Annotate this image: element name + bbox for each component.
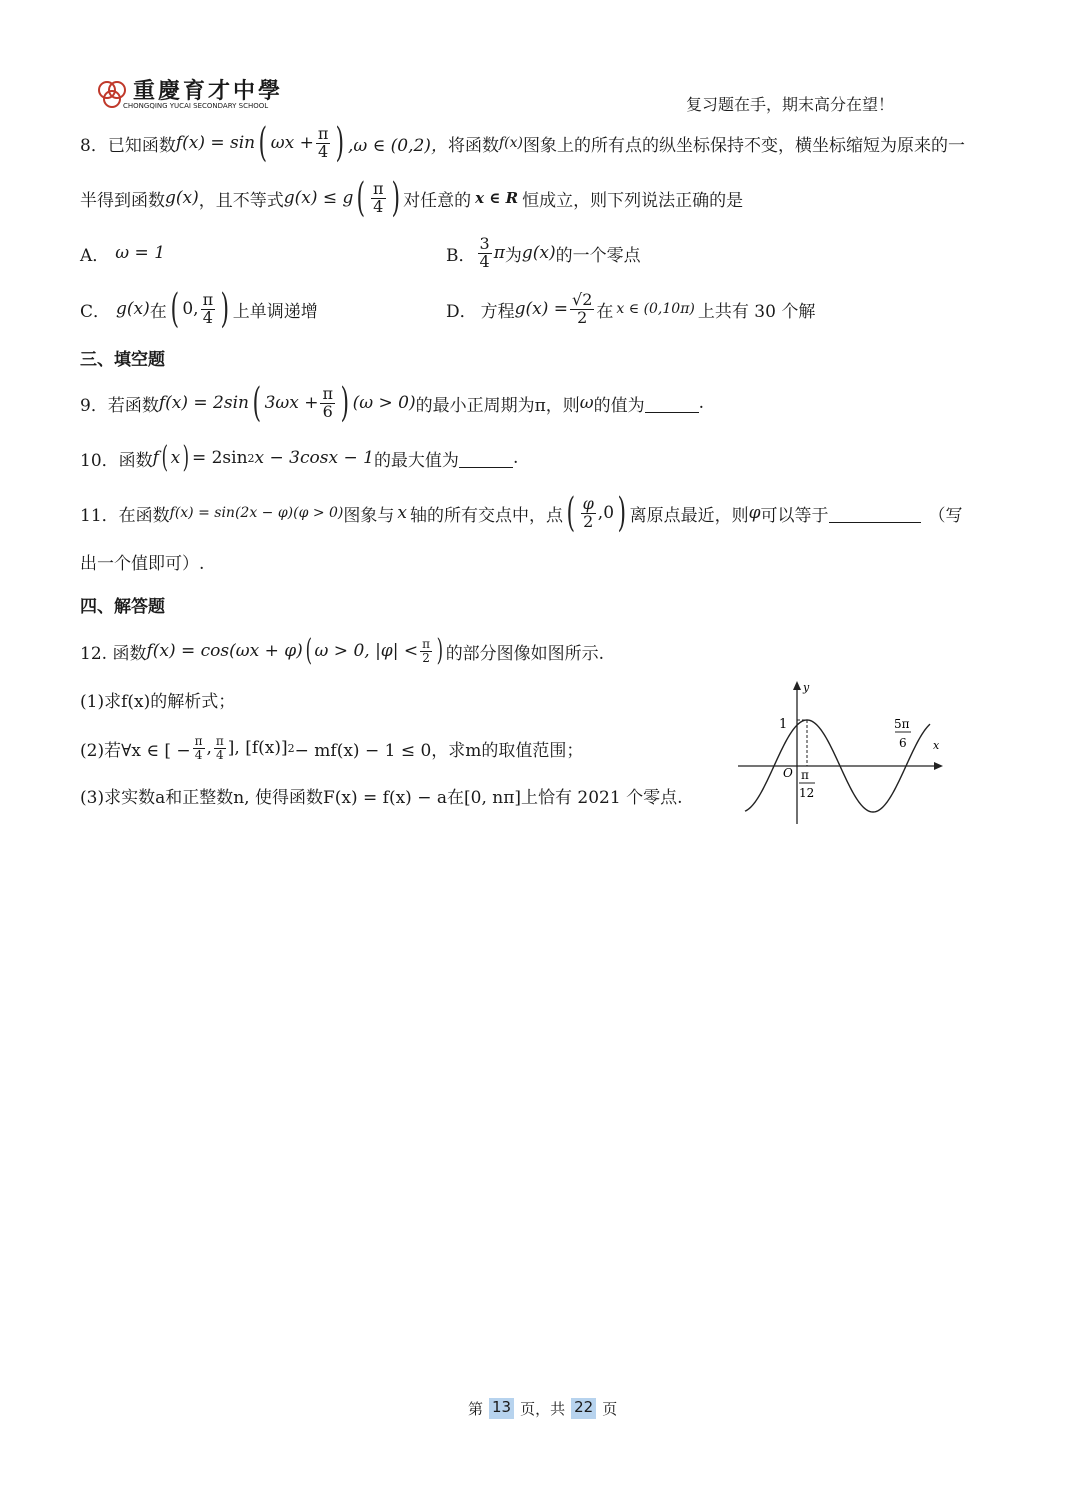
q12-part2-comma: , xyxy=(206,738,212,758)
q10-x: x xyxy=(170,448,181,468)
q12-part1 xyxy=(80,686,235,712)
q8-frac-den: 4 xyxy=(318,141,329,161)
q8-xr: x ∈ R xyxy=(475,189,519,207)
q8-opt-a-text: ω = 1 xyxy=(115,243,166,263)
q8-option-b xyxy=(446,228,641,278)
graph-y-arrow xyxy=(793,681,801,690)
header-slogan: 复习题在手，期末高分在望！ xyxy=(686,95,895,114)
q12-part2-frac1 xyxy=(193,735,205,761)
q8-opt-d-in: 在 xyxy=(596,301,614,322)
cosine-graph xyxy=(735,676,950,828)
q11-frac-den: 2 xyxy=(583,511,594,531)
q8-opt-b-gx: g(x) xyxy=(521,243,556,263)
q8-opt-d-frac xyxy=(570,289,594,327)
q11-frac-num: φ xyxy=(582,493,594,513)
q9-answer-blank[interactable] xyxy=(645,394,699,413)
footer-ye-gong: 页，共 xyxy=(520,1400,566,1418)
q10-expr-a: = 2sin xyxy=(191,448,248,468)
q12-part2-frac1-num: π xyxy=(194,733,203,748)
q9-end: . xyxy=(698,393,705,413)
q12-part2-sq: 2 xyxy=(287,741,295,755)
q8-omega-range: ,ω ∈ (0,2)， xyxy=(347,135,448,156)
q9-text: 的最小正周期为π，则 xyxy=(415,395,580,416)
section-heading-answer: 四、解答题 xyxy=(80,597,165,617)
q11-text1: 图象与 xyxy=(343,505,395,526)
q10-lparen: ( xyxy=(161,440,169,475)
q12-frac-den: 2 xyxy=(422,650,430,665)
q12-frac-num: π xyxy=(422,636,430,651)
q8-ineq-frac-num: π xyxy=(373,178,384,198)
q9-number: 9．若函数 xyxy=(80,395,159,416)
q12-part2-frac2-den: 4 xyxy=(216,747,224,762)
q9-omega: ω xyxy=(579,393,594,413)
q8-frac-num: π xyxy=(317,123,329,143)
school-name-cn: 重慶育才中學 xyxy=(133,78,284,104)
q8-opt-d-eq: g(x) = xyxy=(514,299,569,319)
q11-line1 xyxy=(80,488,963,538)
q8-gx: g(x) xyxy=(165,188,199,208)
q11-frac xyxy=(581,493,596,531)
q12-number: 12. 函数 xyxy=(80,643,147,664)
q12-part1-text: (1)求f(x)的解析式； xyxy=(80,691,236,712)
q8-ineq-lparen: ( xyxy=(356,175,366,221)
q9-f-def: f(x) = 2sin xyxy=(158,393,249,413)
q8-opt-d-den: 2 xyxy=(577,307,588,327)
q8-option-d xyxy=(446,284,815,334)
page-footer xyxy=(468,1398,617,1419)
q8-opt-c-lparen: ( xyxy=(170,286,179,332)
q10-answer-blank[interactable] xyxy=(459,449,513,468)
q12-part3-text: (3)求实数a和正整数n, 使得函数F(x) = f(x) − a在[0, nπ]上恰有 2021 个零点. xyxy=(80,787,683,808)
q9-cond: (ω > 0) xyxy=(352,393,416,413)
q11-text2: 轴的所有交点中，点 xyxy=(409,505,563,526)
q8-opt-d-text: 方程 xyxy=(480,301,515,322)
section-heading-fill-blank: 三、填空题 xyxy=(80,350,165,370)
q11-x: x xyxy=(397,503,407,523)
q8-opt-b-tail: 的一个零点 xyxy=(555,245,641,266)
q8-opt-b-pi: π xyxy=(493,243,505,263)
q9-rparen: ) xyxy=(340,380,350,426)
graph-one-label: 1 xyxy=(779,717,788,732)
footer-ye: 页 xyxy=(602,1400,618,1418)
q8-line1 xyxy=(80,118,965,168)
q12-part2-a: (2)若∀x ∈ [ − xyxy=(80,740,191,761)
q12-line xyxy=(80,628,604,674)
q8-opt-c-in: 在 xyxy=(149,301,167,322)
q8-opt-c-rparen: ) xyxy=(220,286,230,332)
q12-f-def: f(x) = cos(ωx + φ) xyxy=(146,641,303,661)
q12-part2-frac1-den: 4 xyxy=(194,747,203,762)
q11-answer-blank[interactable] xyxy=(829,504,921,523)
q8-ineq-frac-den: 4 xyxy=(373,196,384,216)
q8-opt-b-text: 为 xyxy=(504,245,522,266)
school-logo xyxy=(95,74,284,114)
q8-line2-c: 对任意的 xyxy=(403,190,472,211)
q8-option-a xyxy=(80,232,165,274)
q11-line2-text: 出一个值即可）. xyxy=(80,553,205,574)
footer-di: 第 xyxy=(468,1400,484,1418)
q8-opt-c-gx: g(x) xyxy=(116,299,150,319)
q11-text3: 离原点最近，则 xyxy=(629,505,749,526)
q10-tail: 的最大值为 xyxy=(373,450,459,471)
school-name-en: CHONGQING YUCAI SECONDARY SCHOOL xyxy=(123,102,269,110)
footer-total-pages: 22 xyxy=(571,1398,596,1419)
q11-note-a: （写 xyxy=(928,505,963,526)
graph-pi-label: π xyxy=(801,768,809,782)
graph-twelve-label: 12 xyxy=(799,786,815,800)
q12-part2-frac2 xyxy=(214,735,226,761)
graph-y-label: y xyxy=(803,681,810,694)
q8-opt-c-num: π xyxy=(202,289,214,309)
q12-rparen: ) xyxy=(436,633,444,668)
q10-end: . xyxy=(512,448,519,468)
q8-line2-a: 半得到函数 xyxy=(80,190,165,211)
q12-frac xyxy=(420,638,432,664)
q12-tail: 的部分图像如图所示. xyxy=(445,643,605,664)
q8-opt-b-den: 4 xyxy=(479,251,490,271)
q9-line xyxy=(80,378,704,428)
q8-line2-b: ，且不等式 xyxy=(198,190,284,211)
q10-number: 10．函数 xyxy=(80,450,153,471)
q8-option-c xyxy=(80,284,318,334)
q12-part2-c: − mf(x) − 1 ≤ 0，求m的取值范围； xyxy=(294,740,584,761)
q10-expr-b: x − 3cosx − 1 xyxy=(254,448,374,468)
q9-frac xyxy=(320,383,335,421)
q8-opt-b-label: B． xyxy=(446,245,476,266)
q9-frac-num: π xyxy=(322,383,333,403)
q8-line2 xyxy=(80,173,743,223)
q11-number: 11．在函数 xyxy=(80,505,170,526)
q8-opt-c-den: 4 xyxy=(202,307,213,327)
q8-opt-d-range: x ∈ (0,10π) xyxy=(616,301,695,317)
q11-f-def: f(x) = sin(2x − φ)(φ > 0) xyxy=(169,505,344,521)
q8-rparen: ) xyxy=(335,120,345,166)
q8-opt-c-zero: 0, xyxy=(182,299,199,319)
q8-opt-b-frac xyxy=(478,233,492,271)
q12-cond: ω > 0, |φ| < xyxy=(314,641,419,661)
q8-opt-d-label: D． xyxy=(446,301,477,322)
q8-fx: f(x) xyxy=(498,135,523,151)
graph-five-pi-label: 5π xyxy=(894,717,910,731)
graph-origin-label: O xyxy=(783,766,793,780)
graph-x-label: x xyxy=(933,739,940,752)
q12-part2-frac2-num: π xyxy=(215,733,224,748)
q8-lparen: ( xyxy=(258,120,268,166)
q8-opt-b-num: 3 xyxy=(479,233,490,253)
q8-text2: 图象上的所有点的纵坐标保持不变，横坐标缩短为原来的一 xyxy=(522,135,965,156)
q8-opt-d-tail: 上共有 30 个解 xyxy=(697,301,816,322)
q8-line2-d: 恒成立，则下列说法正确的是 xyxy=(522,190,744,211)
q10-f: f xyxy=(152,448,159,468)
q8-frac-pi4 xyxy=(316,123,331,161)
q12-lparen: ( xyxy=(305,633,312,668)
q11-phi2: φ xyxy=(748,503,761,523)
q11-text4: 可以等于 xyxy=(760,505,829,526)
q12-part2-b: ], [f(x)] xyxy=(227,738,288,758)
q10-sq: 2 xyxy=(247,451,255,465)
q8-ineq-frac xyxy=(371,178,386,216)
q9-lparen: ( xyxy=(252,380,262,426)
q8-opt-c-tail: 上单调递增 xyxy=(232,301,318,322)
q9-arg: 3ωx + xyxy=(264,393,319,413)
q8-number: 8．已知函数 xyxy=(80,135,176,156)
q10-rparen: ) xyxy=(182,440,190,475)
q8-opt-c-label: C． xyxy=(80,301,111,322)
q9-frac-den: 6 xyxy=(322,401,333,421)
q11-rparen: ) xyxy=(617,490,627,536)
q8-f-def: f(x) = sin xyxy=(175,133,256,153)
footer-page-number: 13 xyxy=(489,1398,514,1419)
q10-line xyxy=(80,440,518,476)
q11-zero: ,0 xyxy=(597,503,615,523)
graph-x-arrow xyxy=(934,762,943,770)
q12-part3 xyxy=(80,782,683,808)
q9-tail: 的值为 xyxy=(593,395,645,416)
graph-six-label: 6 xyxy=(899,736,907,750)
q8-opt-d-num: √2 xyxy=(572,289,593,309)
q11-line2 xyxy=(80,548,204,574)
q8-ineq-rparen: ) xyxy=(391,175,400,221)
q8-opt-c-frac xyxy=(201,289,216,327)
q8-ineq: g(x) ≤ g xyxy=(283,188,354,208)
q8-text1: 将函数 xyxy=(447,135,499,156)
q8-opt-a-label: A． xyxy=(80,245,110,266)
q8-arg: ωx + xyxy=(270,133,314,153)
q12-part2 xyxy=(80,730,583,766)
q11-lparen: ( xyxy=(566,490,576,536)
